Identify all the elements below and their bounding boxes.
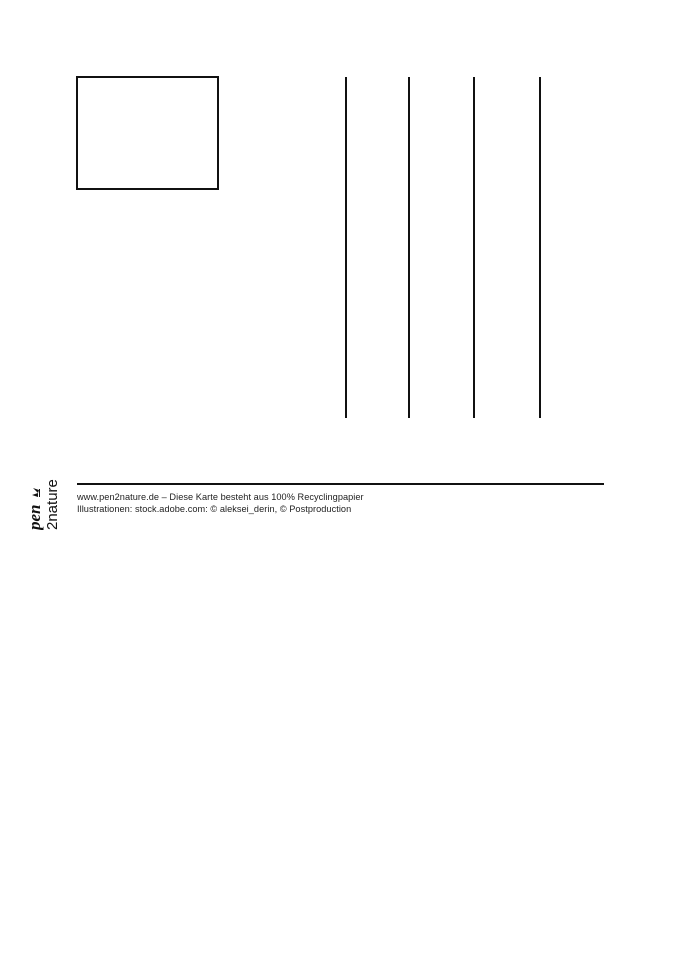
address-line-1 [345, 77, 347, 418]
logo-text-2nature: 2nature [44, 479, 61, 530]
logo-text-pen: pen [25, 504, 44, 530]
footer-credits: Illustrationen: stock.adobe.com: © aleksei_derin, © Postproduction [77, 504, 352, 514]
address-line-3 [473, 77, 475, 418]
footer-website-note: www.pen2nature.de – Diese Karte besteht aus 100% Recyclingpapier [77, 492, 364, 502]
leaf-sprout-icon [32, 488, 40, 497]
address-line-4 [539, 77, 541, 418]
footer-divider [77, 483, 604, 485]
address-line-2 [408, 77, 410, 418]
pen2nature-logo [22, 442, 62, 530]
stamp-box [76, 76, 219, 190]
